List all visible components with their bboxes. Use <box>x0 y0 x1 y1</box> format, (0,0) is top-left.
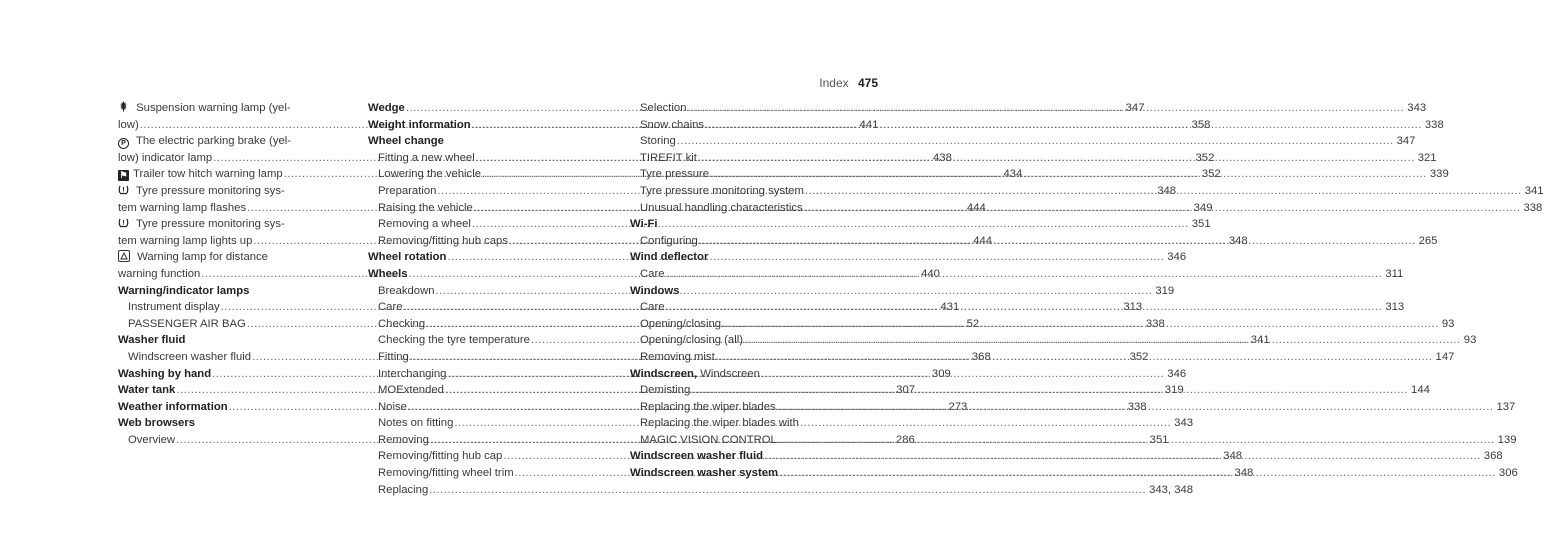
index-entry: Fitting ..... 352 <box>368 349 610 366</box>
index-entry: Interchanging ..... 346 <box>368 366 610 383</box>
index-entry: Instrument display ..... 431 <box>118 299 348 316</box>
index-entry: Water tank ..... 307 <box>118 382 348 399</box>
index-entry: Weather information ..... 273 <box>118 399 348 416</box>
index-heading: Washer fluid <box>118 334 186 347</box>
index-entry: Opening/closing (all) ..... 93 <box>630 332 878 349</box>
parking-brake-icon: P <box>118 138 129 149</box>
index-entry: Storing ..... 347 <box>630 133 878 150</box>
index-entry: Removing/fitting hub caps ..... 348 <box>368 233 610 250</box>
index-entry: TIREFIT kit ..... 321 <box>630 150 878 167</box>
index-entry: ! Tyre pressure monitoring sys- <box>118 216 348 233</box>
index-entry: Raising the vehicle ..... 349 <box>368 200 610 217</box>
index-entry: Replacing the wiper blades ..... 137 <box>630 399 878 416</box>
index-entry: Weight information ..... 358 <box>368 117 610 134</box>
index-heading: Wheel change <box>368 135 444 148</box>
index-entry: Checking the tyre temperature ..... 341 <box>368 332 610 349</box>
index-entry: Removing ..... 351 <box>368 432 610 449</box>
index-entry: Opening/closing ..... 93 <box>630 316 878 333</box>
index-entry: Notes on fitting ..... 343 <box>368 415 610 432</box>
svg-text:!: ! <box>122 186 125 194</box>
index-heading: Wheels <box>368 267 408 280</box>
index-heading: Wind deflector <box>630 251 709 264</box>
index-entry: Replacing ..... 343, 348 <box>368 482 610 499</box>
index-entry: Replacing the wiper blades with <box>640 417 799 430</box>
index-entry: Tyre pressure monitoring system ..... 341 <box>630 183 878 200</box>
index-entry: Washing by hand ..... 309 <box>118 366 348 383</box>
index-entry: Demisting ..... 144 <box>630 382 878 399</box>
index-entry: Breakdown ..... 319 <box>368 283 610 300</box>
index-entry: Care ..... 313 <box>630 299 878 316</box>
index-entry: Fitting a new wheel ..... 352 <box>368 150 610 167</box>
index-entry: Removing mist ..... 147 <box>630 349 878 366</box>
index-entry: Windscreen washer fluid ..... 368 <box>118 349 348 366</box>
index-heading: Warning/indicator lamps <box>118 284 250 297</box>
index-entry: warning function ..... 440 <box>118 266 348 283</box>
index-entry: MAGIC VISION CONTROL ..... 139 <box>630 432 878 449</box>
index-entry: Suspension warning lamp (yel- <box>118 100 348 117</box>
index-entry: Preparation ..... 348 <box>368 183 610 200</box>
section-title: Index <box>819 76 849 90</box>
index-entry: Care ..... 311 <box>630 266 878 283</box>
index-entry: Removing/fitting wheel trim ..... 348 <box>368 465 610 482</box>
index-entry: ⚑ Trailer tow hitch warning lamp ..... 434 <box>118 166 348 183</box>
index-entry: Tyre pressure ..... 339 <box>630 166 878 183</box>
index-entry: Windscreen washer system ..... 306 <box>630 465 878 482</box>
index-entry: low) ..... 441 <box>118 117 348 134</box>
index-entry: ! Tyre pressure monitoring sys- <box>118 183 348 200</box>
index-entry: Warning lamp for distance <box>118 249 348 266</box>
index-entry: Wedge ..... 347 <box>368 100 610 117</box>
index-heading: Web browsers <box>118 417 196 430</box>
index-entry: PASSENGER AIR BAG ..... 52 <box>118 316 348 333</box>
index-entry: Snow chains ..... 338 <box>630 117 878 134</box>
index-entry: tem warning lamp lights up ..... 444 <box>118 233 348 250</box>
index-entry: Selection ..... 343 <box>630 100 878 117</box>
index-entry: MOExtended ..... 319 <box>368 382 610 399</box>
index-entry: Overview ..... 286 <box>118 432 348 449</box>
distance-warning-icon <box>118 250 130 262</box>
index-entry: Checking ..... 338 <box>368 316 610 333</box>
index-entry: Removing a wheel ..... 351 <box>368 216 610 233</box>
page-number: 475 <box>857 76 878 90</box>
index-entry: low) indicator lamp ..... 438 <box>118 150 348 167</box>
svg-text:!: ! <box>122 219 125 227</box>
tyre-pressure-icon <box>118 217 129 228</box>
tyre-pressure-icon <box>118 184 129 195</box>
index-entry: Lowering the vehicle ..... 352 <box>368 166 610 183</box>
index-entry: Removing/fitting hub cap ..... 348 <box>368 448 610 465</box>
index-heading: Windscreen, Windscreen <box>630 367 760 380</box>
index-entry: Noise ..... 338 <box>368 399 610 416</box>
page-header <box>819 76 878 90</box>
trailer-hitch-icon: ⚑ <box>119 170 128 181</box>
index-heading: Windows <box>630 284 680 297</box>
index-entry: Configuring ..... 265 <box>630 233 878 250</box>
index-entry: tem warning lamp flashes ..... 444 <box>118 200 348 217</box>
index-heading: Wi-Fi <box>630 218 658 231</box>
index-entry: Wheel rotation ..... 346 <box>368 249 610 266</box>
index-entry: Unusual handling characteristics ..... 338 <box>630 200 878 217</box>
index-entry: Windscreen washer fluid ..... 368 <box>630 448 878 465</box>
suspension-warning-icon <box>118 101 129 112</box>
index-entry: Care ..... 313 <box>368 299 610 316</box>
index-entry: P The electric parking brake (yel- <box>118 133 348 150</box>
